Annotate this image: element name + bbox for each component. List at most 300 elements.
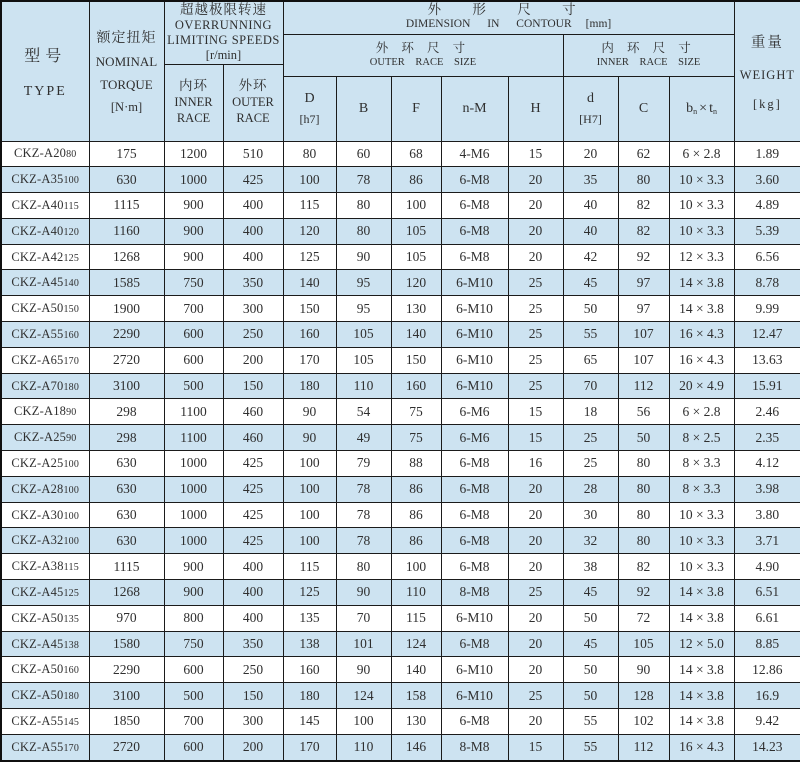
type-main: CKZ-A38 (11, 559, 64, 574)
table-row (1, 322, 800, 348)
cell-B: 78 (336, 502, 391, 528)
cell-outer_speed: 300 (223, 709, 283, 735)
cell-weight: 6.51 (734, 580, 800, 606)
cell-bt: 6 × 2.8 (669, 141, 734, 167)
cell-torque: 630 (89, 451, 164, 477)
cell-weight: 12.86 (734, 657, 800, 683)
cell-C: 102 (618, 709, 669, 735)
cell-B: 105 (336, 347, 391, 373)
cell-H: 25 (508, 580, 563, 606)
cell-bt: 12 × 5.0 (669, 631, 734, 657)
cell-bt: 10 × 3.3 (669, 167, 734, 193)
cell-H: 20 (508, 631, 563, 657)
type-main: CKZ-A55 (11, 739, 64, 754)
cell-outer_speed: 150 (223, 683, 283, 709)
cell-F: 124 (391, 631, 441, 657)
cell-inner_speed: 500 (164, 683, 223, 709)
cell-nM: 6-M8 (441, 476, 508, 502)
header-row-1 (1, 1, 800, 34)
type-sub: 145 (63, 716, 80, 728)
cell-C: 80 (618, 451, 669, 477)
table-row (1, 270, 800, 296)
cell-F: 75 (391, 399, 441, 425)
cell-D: 160 (283, 657, 336, 683)
cell-weight: 16.9 (734, 683, 800, 709)
cell-F: 75 (391, 425, 441, 451)
cell-nM: 6-M8 (441, 244, 508, 270)
cell-C: 50 (618, 425, 669, 451)
cell-D: 125 (283, 580, 336, 606)
cell-C: 80 (618, 502, 669, 528)
type-sub: 160 (63, 665, 80, 677)
cell-C: 97 (618, 270, 669, 296)
header-speeds-en2: LIMITING SPEEDS (167, 33, 280, 48)
table-row (1, 218, 800, 244)
header-outer-race-size (283, 34, 563, 76)
cell-torque: 1268 (89, 580, 164, 606)
cell-bt: 8 × 2.5 (669, 425, 734, 451)
cell-weight: 9.42 (734, 709, 800, 735)
cell-D: 180 (283, 373, 336, 399)
header-inner-race-speed (164, 64, 223, 141)
cell-inner_speed: 1100 (164, 399, 223, 425)
type-main: CKZ-A50 (11, 688, 64, 703)
cell-H: 20 (508, 554, 563, 580)
cell-inner_speed: 900 (164, 554, 223, 580)
cell-inner_speed: 600 (164, 322, 223, 348)
table-row (1, 141, 800, 167)
cell-nM: 6-M10 (441, 657, 508, 683)
cell-H: 20 (508, 528, 563, 554)
cell-H: 20 (508, 605, 563, 631)
cell-C: 107 (618, 322, 669, 348)
cell-C: 107 (618, 347, 669, 373)
cell-F: 86 (391, 502, 441, 528)
cell-F: 100 (391, 193, 441, 219)
type-sub: 115 (63, 562, 79, 574)
cell-outer_speed: 200 (223, 734, 283, 761)
cell-B: 78 (336, 476, 391, 502)
header-inner-race-zh: 内环 (179, 78, 208, 94)
type-main: CKZ-A20 (14, 146, 67, 161)
type-sub: 135 (63, 613, 80, 625)
cell-type (1, 244, 89, 270)
cell-D: 100 (283, 476, 336, 502)
cell-d: 40 (563, 218, 618, 244)
cell-bt: 14 × 3.8 (669, 296, 734, 322)
header-type-zh: 型号 (24, 47, 67, 65)
cell-nM: 6-M10 (441, 373, 508, 399)
cell-bt: 16 × 4.3 (669, 734, 734, 761)
cell-inner_speed: 1000 (164, 502, 223, 528)
cell-bt: 8 × 3.3 (669, 451, 734, 477)
table-row (1, 657, 800, 683)
cell-d: 25 (563, 451, 618, 477)
type-sub: 150 (63, 304, 80, 316)
cell-type (1, 476, 89, 502)
cell-bt: 20 × 4.9 (669, 373, 734, 399)
cell-D: 115 (283, 193, 336, 219)
cell-H: 15 (508, 734, 563, 761)
cell-torque: 1115 (89, 554, 164, 580)
header-col-d (563, 76, 618, 141)
cell-B: 124 (336, 683, 391, 709)
header-weight (734, 1, 800, 141)
cell-D: 80 (283, 141, 336, 167)
header-torque-unit: [N·m] (110, 100, 143, 115)
cell-weight: 12.47 (734, 322, 800, 348)
table-row (1, 631, 800, 657)
table-row (1, 476, 800, 502)
cell-D: 100 (283, 502, 336, 528)
cell-B: 78 (336, 167, 391, 193)
cell-torque: 1160 (89, 218, 164, 244)
cell-torque: 175 (89, 141, 164, 167)
multiply-icon: × (699, 100, 708, 116)
cell-torque: 1900 (89, 296, 164, 322)
cell-B: 110 (336, 373, 391, 399)
header-col-bt-b: b (686, 100, 694, 116)
cell-inner_speed: 900 (164, 580, 223, 606)
cell-outer_speed: 150 (223, 373, 283, 399)
cell-F: 140 (391, 322, 441, 348)
header-col-D-symbol: D (304, 90, 315, 106)
cell-C: 90 (618, 657, 669, 683)
cell-D: 90 (283, 425, 336, 451)
cell-d: 30 (563, 502, 618, 528)
header-inner-race-en2: RACE (176, 110, 211, 125)
header-col-D-tolerance: [h7] (299, 111, 320, 126)
header-weight-zh: 重量 (750, 34, 784, 51)
cell-inner_speed: 1000 (164, 167, 223, 193)
cell-torque: 1580 (89, 631, 164, 657)
header-speeds-unit: [r/min] (205, 48, 242, 63)
cell-bt: 16 × 4.3 (669, 347, 734, 373)
cell-d: 50 (563, 296, 618, 322)
table-row (1, 399, 800, 425)
cell-D: 138 (283, 631, 336, 657)
cell-weight: 4.90 (734, 554, 800, 580)
cell-outer_speed: 425 (223, 528, 283, 554)
cell-F: 68 (391, 141, 441, 167)
header-dimension-en (284, 18, 734, 32)
cell-B: 54 (336, 399, 391, 425)
cell-outer_speed: 425 (223, 167, 283, 193)
cell-B: 60 (336, 141, 391, 167)
cell-inner_speed: 600 (164, 734, 223, 761)
table-row (1, 244, 800, 270)
cell-H: 20 (508, 657, 563, 683)
cell-nM: 6-M8 (441, 528, 508, 554)
cell-nM: 6-M8 (441, 554, 508, 580)
cell-d: 55 (563, 322, 618, 348)
cell-outer_speed: 460 (223, 425, 283, 451)
cell-B: 79 (336, 451, 391, 477)
header-inner-race-en1: INNER (174, 95, 213, 110)
cell-nM: 4-M6 (441, 141, 508, 167)
cell-weight: 2.35 (734, 425, 800, 451)
cell-outer_speed: 250 (223, 657, 283, 683)
type-main: CKZ-A18 (14, 404, 67, 419)
cell-F: 100 (391, 554, 441, 580)
type-sub: 125 (63, 252, 80, 264)
header-dimension (283, 1, 734, 34)
cell-d: 28 (563, 476, 618, 502)
table-row (1, 709, 800, 735)
cell-nM: 6-M8 (441, 502, 508, 528)
cell-F: 86 (391, 167, 441, 193)
header-type-en: TYPE (23, 83, 67, 99)
table-row (1, 451, 800, 477)
cell-F: 86 (391, 528, 441, 554)
cell-inner_speed: 600 (164, 347, 223, 373)
type-sub: 90 (66, 433, 77, 445)
table-row (1, 296, 800, 322)
cell-bt: 14 × 3.8 (669, 709, 734, 735)
cell-nM: 6-M8 (441, 709, 508, 735)
type-main: CKZ-A50 (11, 662, 64, 677)
cell-inner_speed: 1100 (164, 425, 223, 451)
cell-D: 100 (283, 451, 336, 477)
table-row (1, 502, 800, 528)
cell-D: 170 (283, 347, 336, 373)
cell-H: 20 (508, 502, 563, 528)
cell-C: 112 (618, 373, 669, 399)
cell-nM: 6-M10 (441, 605, 508, 631)
cell-inner_speed: 800 (164, 605, 223, 631)
cell-D: 100 (283, 528, 336, 554)
type-main: CKZ-A50 (11, 610, 64, 625)
cell-B: 101 (336, 631, 391, 657)
cell-type (1, 734, 89, 761)
cell-D: 145 (283, 709, 336, 735)
header-torque-en1: NOMINAL (95, 54, 158, 70)
cell-C: 112 (618, 734, 669, 761)
cell-inner_speed: 750 (164, 631, 223, 657)
header-dimension-en-text: DIMENSION IN CONTOUR (405, 18, 572, 31)
cell-outer_speed: 300 (223, 296, 283, 322)
cell-type (1, 347, 89, 373)
header-weight-en: WEIGHT (739, 67, 795, 82)
type-sub: 100 (63, 536, 80, 548)
cell-nM: 6-M10 (441, 296, 508, 322)
cell-outer_speed: 400 (223, 218, 283, 244)
cell-weight: 14.23 (734, 734, 800, 761)
cell-C: 92 (618, 580, 669, 606)
cell-H: 25 (508, 296, 563, 322)
table-row (1, 167, 800, 193)
cell-d: 70 (563, 373, 618, 399)
type-main: CKZ-A45 (11, 584, 64, 599)
cell-C: 82 (618, 554, 669, 580)
cell-F: 146 (391, 734, 441, 761)
cell-bt: 6 × 2.8 (669, 399, 734, 425)
cell-bt: 10 × 3.3 (669, 193, 734, 219)
cell-weight: 13.63 (734, 347, 800, 373)
header-torque (89, 1, 164, 141)
type-main: CKZ-A30 (11, 507, 64, 522)
cell-weight: 3.98 (734, 476, 800, 502)
type-sub: 138 (63, 639, 80, 651)
type-sub: 170 (63, 742, 80, 754)
cell-C: 62 (618, 141, 669, 167)
cell-C: 92 (618, 244, 669, 270)
cell-outer_speed: 350 (223, 631, 283, 657)
cell-F: 105 (391, 244, 441, 270)
cell-torque: 2290 (89, 322, 164, 348)
cell-outer_speed: 400 (223, 193, 283, 219)
cell-C: 56 (618, 399, 669, 425)
cell-H: 25 (508, 270, 563, 296)
header-col-C: C (618, 76, 669, 141)
cell-torque: 298 (89, 425, 164, 451)
cell-d: 35 (563, 167, 618, 193)
cell-B: 80 (336, 554, 391, 580)
header-inner-race-size (563, 34, 734, 76)
cell-type (1, 451, 89, 477)
header-outer-race-size-zh: 外 环 尺 寸 (375, 40, 471, 55)
cell-inner_speed: 1000 (164, 476, 223, 502)
type-sub: 100 (63, 175, 80, 187)
table-row (1, 605, 800, 631)
cell-type (1, 580, 89, 606)
cell-weight: 1.89 (734, 141, 800, 167)
cell-F: 130 (391, 709, 441, 735)
cell-weight: 3.71 (734, 528, 800, 554)
cell-type (1, 322, 89, 348)
cell-inner_speed: 1000 (164, 528, 223, 554)
type-main: CKZ-A28 (11, 481, 64, 496)
cell-type (1, 167, 89, 193)
cell-type (1, 605, 89, 631)
type-sub: 80 (66, 149, 77, 161)
cell-nM: 6-M8 (441, 451, 508, 477)
table-row (1, 580, 800, 606)
cell-nM: 6-M6 (441, 425, 508, 451)
cell-H: 20 (508, 244, 563, 270)
cell-B: 110 (336, 734, 391, 761)
cell-type (1, 683, 89, 709)
cell-outer_speed: 400 (223, 605, 283, 631)
table-row (1, 347, 800, 373)
cell-inner_speed: 1200 (164, 141, 223, 167)
cell-C: 128 (618, 683, 669, 709)
cell-d: 20 (563, 141, 618, 167)
cell-B: 80 (336, 193, 391, 219)
type-sub: 180 (63, 381, 80, 393)
type-main: CKZ-A45 (11, 275, 64, 290)
cell-nM: 6-M10 (441, 270, 508, 296)
cell-H: 16 (508, 451, 563, 477)
header-outer-race-zh: 外环 (238, 78, 268, 94)
type-main: CKZ-A55 (11, 326, 64, 341)
cell-weight: 9.99 (734, 296, 800, 322)
header-dimension-unit: [mm] (585, 18, 612, 31)
cell-d: 42 (563, 244, 618, 270)
cell-F: 140 (391, 657, 441, 683)
cell-d: 55 (563, 709, 618, 735)
cell-outer_speed: 400 (223, 580, 283, 606)
cell-nM: 6-M10 (441, 683, 508, 709)
cell-D: 120 (283, 218, 336, 244)
cell-C: 72 (618, 605, 669, 631)
cell-C: 80 (618, 167, 669, 193)
cell-D: 140 (283, 270, 336, 296)
cell-D: 100 (283, 167, 336, 193)
type-sub: 100 (63, 510, 80, 522)
cell-type (1, 657, 89, 683)
cell-outer_speed: 400 (223, 554, 283, 580)
type-sub: 115 (63, 200, 79, 212)
cell-type (1, 296, 89, 322)
cell-B: 70 (336, 605, 391, 631)
table-row (1, 683, 800, 709)
header-col-D (283, 76, 336, 141)
cell-F: 88 (391, 451, 441, 477)
cell-inner_speed: 1000 (164, 451, 223, 477)
cell-H: 25 (508, 322, 563, 348)
cell-D: 170 (283, 734, 336, 761)
cell-weight: 2.46 (734, 399, 800, 425)
cell-inner_speed: 600 (164, 657, 223, 683)
cell-weight: 6.61 (734, 605, 800, 631)
cell-H: 20 (508, 218, 563, 244)
cell-H: 25 (508, 347, 563, 373)
cell-outer_speed: 510 (223, 141, 283, 167)
cell-type (1, 528, 89, 554)
cell-B: 100 (336, 709, 391, 735)
cell-bt: 12 × 3.3 (669, 244, 734, 270)
cell-B: 90 (336, 580, 391, 606)
cell-C: 97 (618, 296, 669, 322)
cell-d: 32 (563, 528, 618, 554)
cell-weight: 3.80 (734, 502, 800, 528)
type-main: CKZ-A40 (11, 223, 64, 238)
cell-F: 130 (391, 296, 441, 322)
cell-type (1, 709, 89, 735)
header-outer-race-en1: OUTER (232, 95, 274, 110)
cell-H: 15 (508, 399, 563, 425)
cell-outer_speed: 200 (223, 347, 283, 373)
cell-bt: 14 × 3.8 (669, 270, 734, 296)
cell-torque: 2720 (89, 347, 164, 373)
cell-C: 82 (618, 218, 669, 244)
cell-torque: 2720 (89, 734, 164, 761)
header-col-H: H (508, 76, 563, 141)
cell-weight: 6.56 (734, 244, 800, 270)
header-outer-race-speed (223, 64, 283, 141)
cell-nM: 6-M8 (441, 167, 508, 193)
cell-torque: 298 (89, 399, 164, 425)
cell-D: 125 (283, 244, 336, 270)
table-row (1, 193, 800, 219)
cell-type (1, 502, 89, 528)
table-row (1, 734, 800, 761)
cell-nM: 8-M8 (441, 580, 508, 606)
cell-C: 82 (618, 193, 669, 219)
type-sub: 90 (66, 407, 77, 419)
cell-torque: 630 (89, 528, 164, 554)
type-sub: 125 (63, 587, 80, 599)
cell-outer_speed: 250 (223, 322, 283, 348)
type-main: CKZ-A25 (14, 430, 67, 445)
header-col-bt-sub1: n (693, 106, 698, 116)
cell-type (1, 193, 89, 219)
cell-B: 90 (336, 657, 391, 683)
cell-type (1, 218, 89, 244)
cell-torque: 3100 (89, 683, 164, 709)
cell-bt: 14 × 3.8 (669, 683, 734, 709)
